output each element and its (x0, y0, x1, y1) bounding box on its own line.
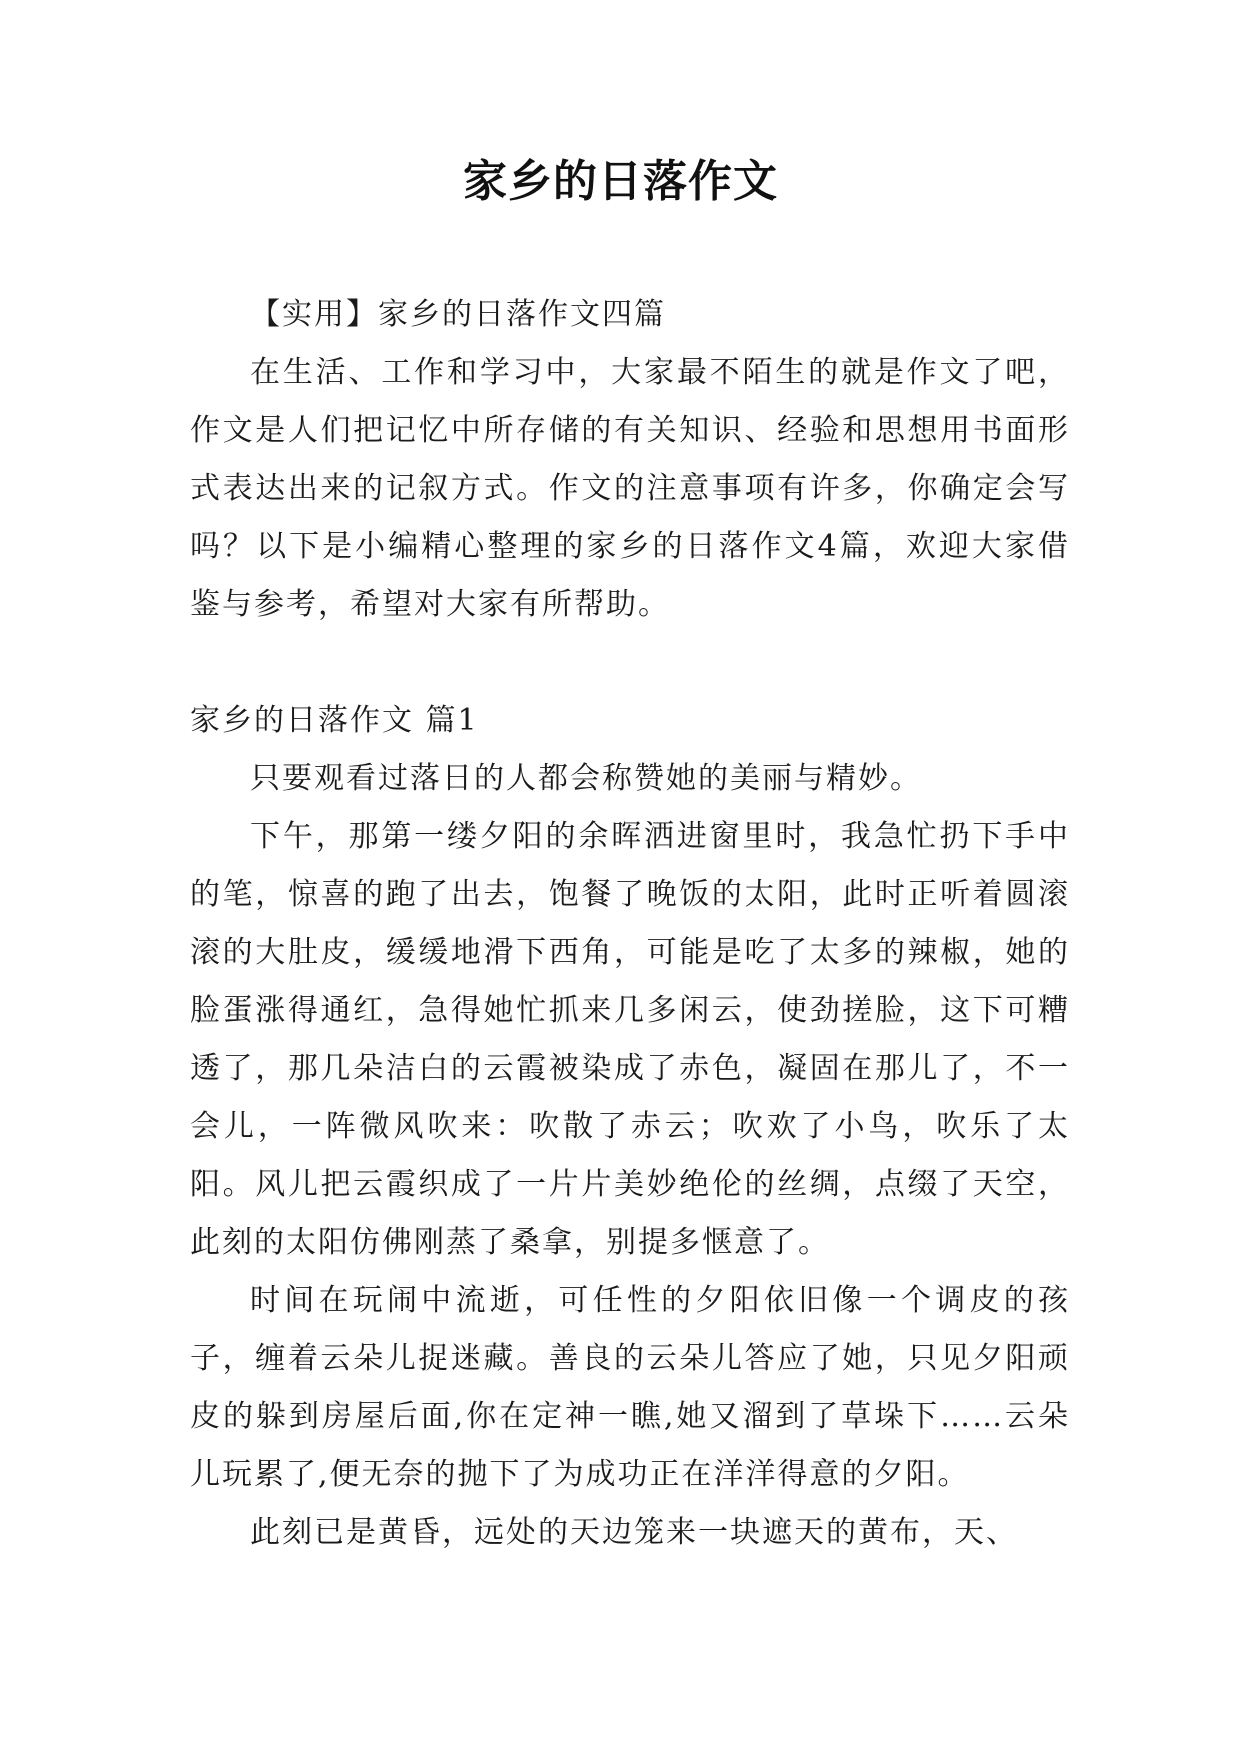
body-paragraph: 下午，那第一缕夕阳的余晖洒进窗里时，我急忙扔下手中的笔，惊喜的跑了出去，饱餐了晚饭的太阳，此时正听着圆滚滚的大肚皮，缓缓地滑下西角，可能是吃了太多的辣椒，她的脸蛋涨得通红，急得她忙抓来几多闲云，使劲搓脸，这下可糟透了，那几朵洁白的云霞被染成了赤色，凝固在那儿了，不一会儿，一阵微风吹来：吹散了赤云；吹欢了小鸟，吹乐了太阳。风儿把云霞织成了一片片美妙绝伦的丝绸，点缀了天空，此刻的太阳仿佛刚蒸了桑拿，别提多惬意了。 (190, 819, 1070, 1260)
document-title: 家乡的日落作文 (463, 156, 778, 207)
document-body (190, 286, 1070, 1562)
body-paragraph: 此刻已是黄昏，远处的天边笼来一块遮天的黄布，天、 (250, 1515, 1018, 1550)
body-paragraph: 时间在玩闹中流逝，可任性的夕阳依旧像一个调皮的孩子，缠着云朵儿捉迷藏。善良的云朵儿答应了她，只见夕阳顽皮的躲到房屋后面,你在定神一瞧,她又溜到了草垛下……云朵儿玩累了,便无奈的抛下了为成功正在洋洋得意的夕阳。 (190, 1283, 1070, 1492)
body-paragraph: 只要观看过落日的人都会称赞她的美丽与精妙。 (250, 761, 922, 796)
intro-paragraph: 在生活、工作和学习中，大家最不陌生的就是作文了吧，作文是人们把记忆中所存储的有关知识、经验和思想用书面形式表达出来的记叙方式。作文的注意事项有许多，你确定会写吗？以下是小编精心整理的家乡的日落作文4篇，欢迎大家借鉴与参考，希望对大家有所帮助。 (190, 355, 1070, 622)
section-heading: 家乡的日落作文 篇1 (190, 703, 479, 738)
intro-heading: 【实用】家乡的日落作文四篇 (250, 297, 666, 332)
